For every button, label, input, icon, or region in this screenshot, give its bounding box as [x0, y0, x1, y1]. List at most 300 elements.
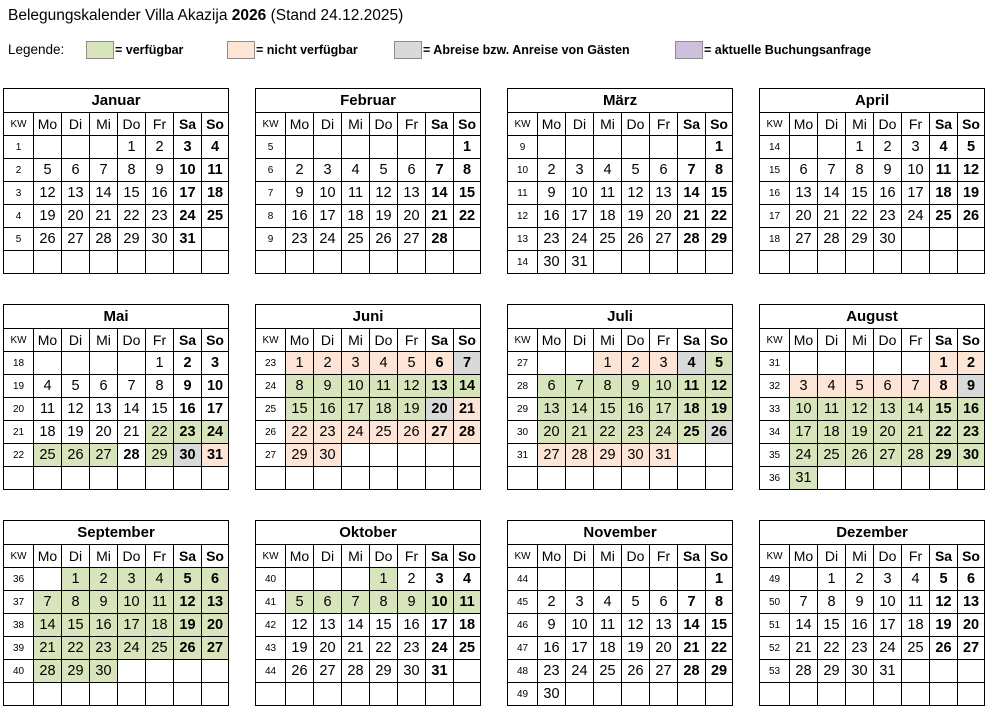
day-cell: 2 — [286, 159, 314, 182]
day-cell: 23 — [622, 421, 650, 444]
day-cell: 9 — [538, 182, 566, 205]
day-cell — [706, 683, 733, 706]
day-cell — [650, 467, 678, 490]
day-cell: 27 — [202, 637, 229, 660]
day-cell: 12 — [958, 159, 985, 182]
day-cell: 20 — [790, 205, 818, 228]
week-number: 27 — [256, 444, 286, 467]
day-cell — [314, 683, 342, 706]
week-row — [508, 375, 733, 398]
day-cell — [146, 660, 174, 683]
weekday-header: So — [706, 113, 733, 136]
week-number: 18 — [4, 352, 34, 375]
week-number: 14 — [760, 136, 790, 159]
week-row — [508, 136, 733, 159]
day-cell: 3 — [902, 136, 930, 159]
day-cell: 17 — [202, 398, 229, 421]
day-cell — [314, 136, 342, 159]
day-cell: 20 — [650, 205, 678, 228]
day-cell: 19 — [706, 398, 733, 421]
legend-text: = aktuelle Buchungsanfrage — [704, 43, 872, 57]
week-row — [760, 637, 985, 660]
week-row — [760, 398, 985, 421]
day-cell: 11 — [342, 182, 370, 205]
day-cell: 21 — [426, 205, 454, 228]
week-number: 36 — [4, 568, 34, 591]
day-cell: 20 — [650, 637, 678, 660]
day-cell: 16 — [538, 205, 566, 228]
week-number: 44 — [256, 660, 286, 683]
day-cell — [818, 251, 846, 274]
day-cell: 15 — [286, 398, 314, 421]
day-cell: 18 — [202, 182, 229, 205]
week-number: 45 — [508, 591, 538, 614]
day-cell — [538, 467, 566, 490]
day-cell: 6 — [958, 568, 985, 591]
title-suffix: (Stand 24.12.2025) — [270, 7, 404, 24]
day-cell: 18 — [930, 182, 958, 205]
legend — [8, 38, 988, 62]
day-cell: 21 — [118, 421, 146, 444]
week-row — [508, 683, 733, 706]
week-number: 50 — [760, 591, 790, 614]
weekday-header: Di — [566, 545, 594, 568]
week-row — [256, 637, 481, 660]
weekday-header: So — [706, 545, 733, 568]
month-name: Dezember — [760, 521, 985, 545]
day-cell — [902, 251, 930, 274]
day-cell: 2 — [538, 591, 566, 614]
week-number: 23 — [256, 352, 286, 375]
weekday-header: Fr — [398, 329, 426, 352]
day-cell: 27 — [426, 421, 454, 444]
week-row — [508, 251, 733, 274]
day-cell — [958, 683, 985, 706]
week-number: 29 — [508, 398, 538, 421]
month-table — [255, 520, 481, 706]
day-cell — [370, 444, 398, 467]
day-cell — [930, 683, 958, 706]
day-cell: 5 — [174, 568, 202, 591]
day-cell — [790, 568, 818, 591]
day-cell: 1 — [146, 352, 174, 375]
day-cell — [622, 467, 650, 490]
day-cell: 6 — [650, 159, 678, 182]
week-row — [4, 205, 229, 228]
day-cell: 26 — [34, 228, 62, 251]
weekday-header: Di — [314, 113, 342, 136]
day-cell — [146, 467, 174, 490]
day-cell: 6 — [314, 591, 342, 614]
day-cell — [594, 568, 622, 591]
day-cell: 31 — [426, 660, 454, 683]
weekday-header: Mo — [34, 113, 62, 136]
day-cell: 6 — [650, 591, 678, 614]
day-cell: 18 — [342, 205, 370, 228]
day-cell: 10 — [314, 182, 342, 205]
day-cell: 13 — [314, 614, 342, 637]
week-number: 31 — [508, 444, 538, 467]
day-cell — [146, 683, 174, 706]
week-number: 34 — [760, 421, 790, 444]
day-cell: 10 — [174, 159, 202, 182]
kw-header: KW — [508, 113, 538, 136]
day-cell — [566, 136, 594, 159]
day-cell: 7 — [118, 375, 146, 398]
weekday-header: Mi — [846, 113, 874, 136]
day-cell: 21 — [678, 637, 706, 660]
week-number: 17 — [760, 205, 790, 228]
day-cell: 16 — [146, 182, 174, 205]
day-cell — [454, 251, 481, 274]
week-row — [760, 205, 985, 228]
day-cell: 10 — [566, 182, 594, 205]
day-cell — [790, 683, 818, 706]
day-cell: 12 — [398, 375, 426, 398]
day-cell: 9 — [398, 591, 426, 614]
day-cell: 28 — [454, 421, 481, 444]
day-cell: 24 — [790, 444, 818, 467]
day-cell: 28 — [118, 444, 146, 467]
day-cell: 17 — [650, 398, 678, 421]
day-cell — [398, 683, 426, 706]
day-cell — [342, 444, 370, 467]
weekday-header: Fr — [398, 545, 426, 568]
day-cell: 15 — [594, 398, 622, 421]
legend-text: = nicht verfügbar — [256, 43, 358, 57]
day-cell — [622, 136, 650, 159]
day-cell — [174, 251, 202, 274]
day-cell: 18 — [594, 637, 622, 660]
week-number: 51 — [760, 614, 790, 637]
day-cell — [286, 136, 314, 159]
day-cell — [34, 251, 62, 274]
day-cell: 23 — [146, 205, 174, 228]
week-row — [760, 614, 985, 637]
day-cell: 5 — [370, 159, 398, 182]
week-row — [256, 251, 481, 274]
day-cell: 4 — [34, 375, 62, 398]
weekday-header: So — [454, 113, 481, 136]
weekday-header: Sa — [930, 113, 958, 136]
weekday-header: Di — [62, 545, 90, 568]
week-row — [508, 421, 733, 444]
day-cell: 28 — [90, 228, 118, 251]
day-cell: 5 — [622, 591, 650, 614]
day-cell: 12 — [706, 375, 733, 398]
day-cell: 31 — [874, 660, 902, 683]
day-cell: 15 — [454, 182, 481, 205]
week-number: 19 — [4, 375, 34, 398]
day-cell: 27 — [790, 228, 818, 251]
week-row — [760, 251, 985, 274]
day-cell — [202, 467, 229, 490]
title-year: 2026 — [231, 7, 267, 24]
day-cell: 29 — [594, 444, 622, 467]
week-row — [4, 375, 229, 398]
day-cell: 16 — [538, 637, 566, 660]
day-cell — [958, 467, 985, 490]
day-cell: 20 — [538, 421, 566, 444]
day-cell: 8 — [286, 375, 314, 398]
day-cell: 12 — [286, 614, 314, 637]
day-cell: 8 — [146, 375, 174, 398]
day-cell: 1 — [594, 352, 622, 375]
day-cell: 26 — [958, 205, 985, 228]
day-cell — [678, 136, 706, 159]
day-cell: 24 — [650, 421, 678, 444]
day-cell: 21 — [678, 205, 706, 228]
day-cell — [118, 352, 146, 375]
week-number: 1 — [4, 136, 34, 159]
weekday-header: So — [958, 113, 985, 136]
week-row — [760, 182, 985, 205]
week-row — [256, 375, 481, 398]
week-number: 40 — [4, 660, 34, 683]
day-cell: 15 — [370, 614, 398, 637]
weekday-header: Di — [566, 113, 594, 136]
day-cell — [846, 683, 874, 706]
day-cell — [90, 136, 118, 159]
day-cell: 17 — [566, 637, 594, 660]
day-cell: 9 — [846, 591, 874, 614]
month-table — [507, 520, 733, 706]
day-cell: 23 — [174, 421, 202, 444]
weekday-header: Sa — [678, 329, 706, 352]
weekday-header: Di — [566, 329, 594, 352]
day-cell — [202, 660, 229, 683]
day-cell — [678, 568, 706, 591]
month-name: April — [760, 89, 985, 113]
day-cell: 21 — [90, 205, 118, 228]
day-cell: 16 — [174, 398, 202, 421]
day-cell — [678, 683, 706, 706]
weekday-header: So — [706, 329, 733, 352]
day-cell — [286, 251, 314, 274]
day-cell: 2 — [538, 159, 566, 182]
weekday-header: Mi — [342, 545, 370, 568]
week-row — [508, 182, 733, 205]
day-cell: 5 — [930, 568, 958, 591]
day-cell: 28 — [426, 228, 454, 251]
week-number: 18 — [760, 228, 790, 251]
day-cell: 30 — [622, 444, 650, 467]
day-cell: 21 — [818, 205, 846, 228]
day-cell: 25 — [902, 637, 930, 660]
week-number — [256, 251, 286, 274]
day-cell: 4 — [342, 159, 370, 182]
day-cell: 12 — [846, 398, 874, 421]
day-cell: 3 — [650, 352, 678, 375]
day-cell — [818, 352, 846, 375]
weekday-header: Sa — [174, 329, 202, 352]
day-cell — [426, 444, 454, 467]
day-cell — [118, 251, 146, 274]
day-cell — [314, 568, 342, 591]
week-row — [508, 352, 733, 375]
day-cell — [706, 467, 733, 490]
day-cell: 1 — [454, 136, 481, 159]
day-cell: 30 — [146, 228, 174, 251]
day-cell — [902, 683, 930, 706]
week-row — [4, 683, 229, 706]
week-row — [760, 568, 985, 591]
day-cell: 18 — [902, 614, 930, 637]
day-cell — [650, 683, 678, 706]
day-cell: 6 — [62, 159, 90, 182]
day-cell: 16 — [398, 614, 426, 637]
day-cell: 8 — [370, 591, 398, 614]
weekday-header: Do — [370, 545, 398, 568]
day-cell — [650, 136, 678, 159]
day-cell — [342, 251, 370, 274]
day-cell: 23 — [90, 637, 118, 660]
week-row — [4, 159, 229, 182]
week-number: 43 — [256, 637, 286, 660]
day-cell: 11 — [902, 591, 930, 614]
weekday-header: So — [202, 329, 229, 352]
day-cell: 18 — [594, 205, 622, 228]
weekday-header: Mo — [790, 545, 818, 568]
day-cell: 12 — [622, 614, 650, 637]
day-cell: 3 — [118, 568, 146, 591]
week-number: 9 — [508, 136, 538, 159]
day-cell — [566, 352, 594, 375]
day-cell: 14 — [342, 614, 370, 637]
day-cell: 28 — [818, 228, 846, 251]
day-cell: 4 — [454, 568, 481, 591]
day-cell: 19 — [958, 182, 985, 205]
day-cell: 16 — [286, 205, 314, 228]
day-cell: 19 — [622, 205, 650, 228]
day-cell: 29 — [286, 444, 314, 467]
day-cell — [370, 136, 398, 159]
week-row — [4, 637, 229, 660]
weekday-header: Mo — [538, 329, 566, 352]
day-cell — [398, 444, 426, 467]
day-cell: 18 — [370, 398, 398, 421]
weekday-header: Mi — [846, 545, 874, 568]
weekday-header: So — [454, 329, 481, 352]
month-table — [759, 88, 985, 274]
day-cell — [174, 660, 202, 683]
day-cell: 15 — [846, 182, 874, 205]
week-number: 12 — [508, 205, 538, 228]
week-number: 15 — [760, 159, 790, 182]
day-cell — [566, 683, 594, 706]
legend-swatch-nicht-verfuegbar — [227, 41, 255, 59]
week-number: 11 — [508, 182, 538, 205]
day-cell: 8 — [706, 159, 733, 182]
week-row — [4, 444, 229, 467]
day-cell: 20 — [398, 205, 426, 228]
weekday-header: Sa — [678, 113, 706, 136]
legend-item-buchungsanfrage — [675, 38, 871, 62]
day-cell — [370, 467, 398, 490]
day-cell — [958, 228, 985, 251]
week-number — [256, 467, 286, 490]
day-cell: 9 — [286, 182, 314, 205]
weekday-header: Do — [874, 329, 902, 352]
day-cell: 7 — [678, 159, 706, 182]
day-cell: 2 — [398, 568, 426, 591]
weekday-header: Fr — [146, 113, 174, 136]
day-cell — [650, 568, 678, 591]
month-name: Mai — [4, 305, 229, 329]
week-number: 39 — [4, 637, 34, 660]
week-number: 53 — [760, 660, 790, 683]
day-cell: 13 — [90, 398, 118, 421]
day-cell: 7 — [818, 159, 846, 182]
day-cell — [62, 683, 90, 706]
week-row — [760, 591, 985, 614]
day-cell: 31 — [790, 467, 818, 490]
week-number: 26 — [256, 421, 286, 444]
weekday-header: Di — [818, 329, 846, 352]
week-number — [508, 467, 538, 490]
day-cell: 17 — [314, 205, 342, 228]
kw-header: KW — [256, 113, 286, 136]
legend-label: Legende: — [8, 42, 65, 57]
day-cell: 20 — [62, 205, 90, 228]
weekday-header: Fr — [650, 329, 678, 352]
weekday-header: So — [202, 545, 229, 568]
legend-item-verfuegbar — [86, 38, 183, 62]
day-cell: 24 — [426, 637, 454, 660]
weekday-header: Mi — [594, 329, 622, 352]
weekday-header: Mi — [90, 329, 118, 352]
day-cell: 6 — [538, 375, 566, 398]
day-cell: 4 — [594, 159, 622, 182]
weekday-header: Mo — [34, 329, 62, 352]
day-cell: 7 — [34, 591, 62, 614]
day-cell: 4 — [902, 568, 930, 591]
week-row — [508, 398, 733, 421]
day-cell: 27 — [90, 444, 118, 467]
day-cell: 13 — [650, 182, 678, 205]
day-cell — [566, 568, 594, 591]
day-cell: 17 — [902, 182, 930, 205]
day-cell: 6 — [202, 568, 229, 591]
day-cell: 26 — [622, 228, 650, 251]
day-cell — [538, 352, 566, 375]
day-cell: 14 — [90, 182, 118, 205]
day-cell: 8 — [62, 591, 90, 614]
day-cell: 7 — [790, 591, 818, 614]
day-cell: 23 — [538, 228, 566, 251]
day-cell: 22 — [454, 205, 481, 228]
day-cell: 18 — [146, 614, 174, 637]
kw-header: KW — [4, 545, 34, 568]
day-cell: 15 — [706, 182, 733, 205]
day-cell: 11 — [202, 159, 229, 182]
day-cell — [902, 660, 930, 683]
day-cell: 23 — [846, 637, 874, 660]
day-cell: 1 — [930, 352, 958, 375]
day-cell: 17 — [790, 421, 818, 444]
day-cell: 30 — [538, 683, 566, 706]
day-cell — [426, 251, 454, 274]
month-table — [255, 304, 481, 490]
day-cell: 22 — [706, 637, 733, 660]
week-number: 22 — [4, 444, 34, 467]
month-table — [507, 88, 733, 274]
week-row — [256, 182, 481, 205]
day-cell — [622, 568, 650, 591]
day-cell: 7 — [454, 352, 481, 375]
day-cell: 27 — [958, 637, 985, 660]
day-cell — [34, 352, 62, 375]
